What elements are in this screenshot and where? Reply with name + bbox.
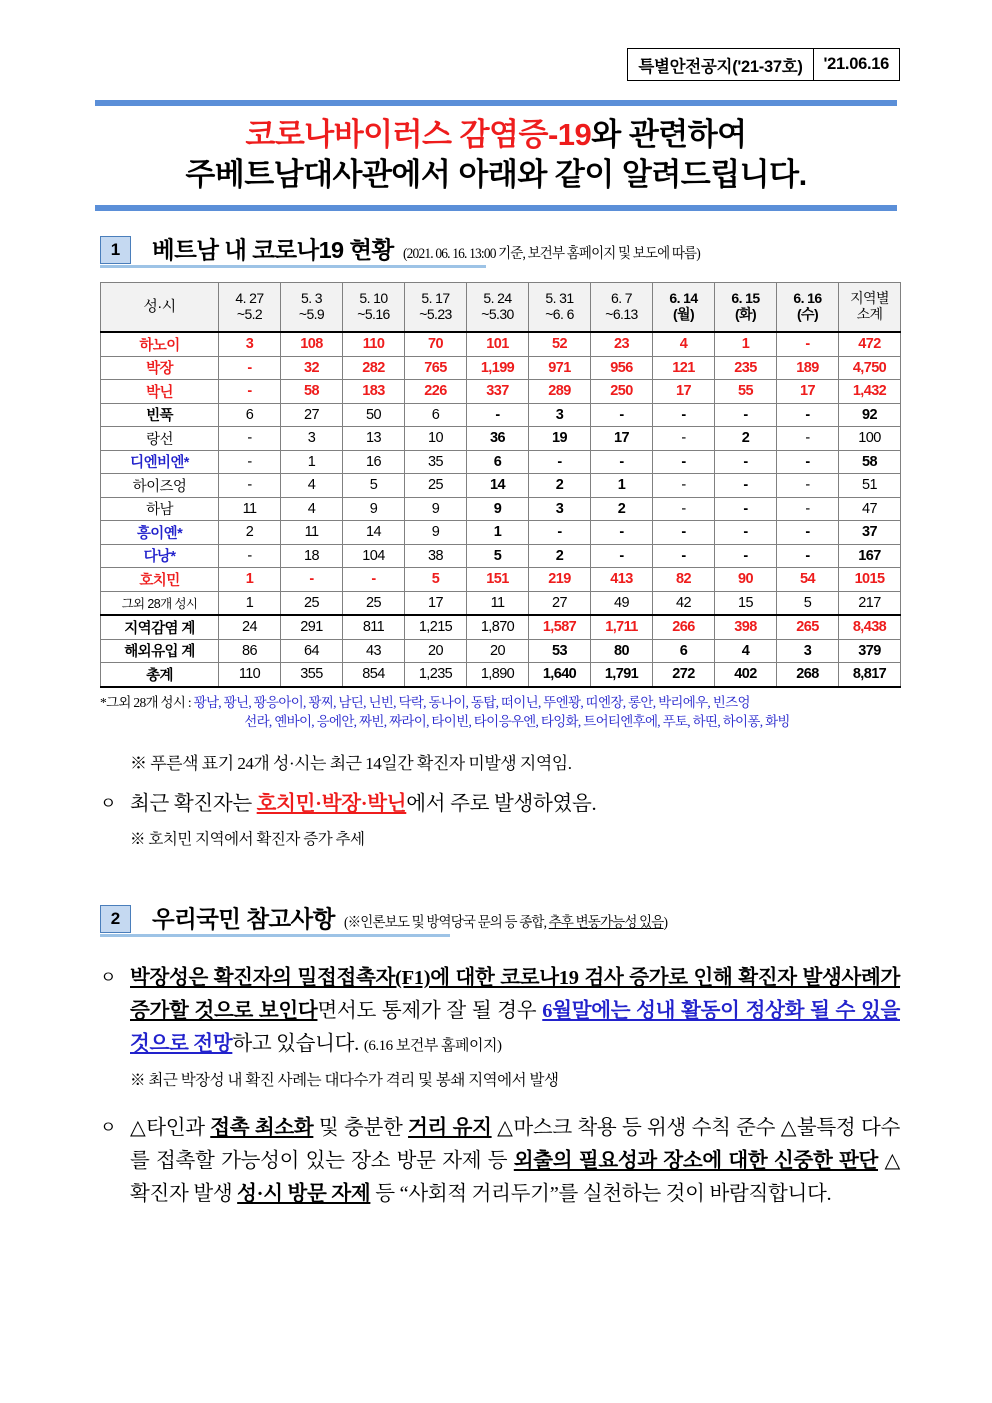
cell: 20 <box>405 639 467 663</box>
covid-statistics-table <box>100 282 901 688</box>
bullet-guidance-text <box>130 1112 900 1212</box>
guidance-u2: 거리 유지 <box>408 1116 492 1139</box>
guidance-u4: 성·시 방문 자제 <box>237 1183 371 1206</box>
cell: 1 <box>219 568 281 592</box>
cell: 291 <box>281 615 343 639</box>
cell: - <box>777 450 839 474</box>
cell: - <box>777 497 839 521</box>
guidance-s1: △타인과 <box>130 1116 211 1139</box>
row-label: 해외유입 계 <box>101 639 219 663</box>
bullet-bacgiang-subnote: ※ 최근 박장성 내 확진 사례는 대다수가 격리 및 봉쇄 지역에서 발생 <box>130 1071 559 1089</box>
cell: 110 <box>219 663 281 687</box>
title-rule-bottom <box>95 205 897 211</box>
cell: 1,640 <box>529 663 591 687</box>
cell: - <box>219 474 281 498</box>
cell-total: 51 <box>839 474 901 498</box>
cell: 16 <box>343 450 405 474</box>
section-1-title: 베트남 내 코로나19 현황 <box>152 237 394 263</box>
cell: 35 <box>405 450 467 474</box>
cell: 10 <box>405 427 467 451</box>
cell-total: 100 <box>839 427 901 451</box>
bullet-bacgiang-seg2: 면서도 통제가 잘 될 경우 <box>317 1000 543 1023</box>
row-label: 하남 <box>101 497 219 521</box>
cell: 17 <box>591 427 653 451</box>
cell: 121 <box>653 356 715 380</box>
cell: 3 <box>529 403 591 427</box>
guidance-s5: 등 “사회적 거리두기”를 실천하는 것이 바람직합니다. <box>370 1183 832 1206</box>
cell: 108 <box>281 332 343 356</box>
cell: 1,199 <box>467 356 529 380</box>
cell: 2 <box>715 427 777 451</box>
cell: - <box>219 380 281 404</box>
section-1-note: (2021. 06. 16. 13:00 기준, 보건부 홈페이지 및 보도에 따름) <box>402 246 700 262</box>
cell: 272 <box>653 663 715 687</box>
table-row <box>101 544 901 568</box>
bullet-marker: ㅇ <box>100 793 117 813</box>
cell: - <box>715 403 777 427</box>
cell: 3 <box>777 639 839 663</box>
col-header-period-8: 6. 14 (월) <box>653 283 715 333</box>
col-header-period-7: 6. 7 ~6.13 <box>591 283 653 333</box>
cell: 265 <box>777 615 839 639</box>
cell: 50 <box>343 403 405 427</box>
cell: 3 <box>529 497 591 521</box>
table-body <box>101 332 901 687</box>
cell: - <box>777 332 839 356</box>
cell: - <box>281 568 343 592</box>
cell: - <box>715 521 777 545</box>
cell: - <box>219 356 281 380</box>
bullet-bacgiang <box>100 962 900 1062</box>
cell: 20 <box>467 639 529 663</box>
cell: 27 <box>281 403 343 427</box>
cell: 9 <box>405 497 467 521</box>
cell: 15 <box>715 591 777 615</box>
cell: 58 <box>281 380 343 404</box>
bullet-bacgiang-seg1: 박장성은 확진자의 밀접접촉자(F1)에 대한 코로나19 검사 증가로 인해 확진자 발생사례가 증가할 것으로 보인다 <box>130 967 900 1023</box>
cell-total: 8,438 <box>839 615 901 639</box>
cell: 219 <box>529 568 591 592</box>
cell: 4 <box>653 332 715 356</box>
cell: - <box>591 521 653 545</box>
page-title <box>95 106 897 201</box>
bullet-bacgiang-seg4: 하고 있습니다. <box>232 1033 364 1056</box>
cell: - <box>715 544 777 568</box>
stamp-label: 특별안전공지('21-37호) <box>628 49 813 80</box>
table-row <box>101 380 901 404</box>
cell: 413 <box>591 568 653 592</box>
cell: - <box>591 403 653 427</box>
title-line-1-red: 코로나바이러스 감염증-19 <box>245 117 592 152</box>
stamp-date: '21.06.16 <box>823 55 889 73</box>
table-row <box>101 403 901 427</box>
cell: 1 <box>591 474 653 498</box>
row-label: 디엔비엔* <box>101 450 219 474</box>
bullet-guidance <box>100 1112 900 1212</box>
cell: 17 <box>405 591 467 615</box>
cell: - <box>777 544 839 568</box>
table-header-row <box>101 283 901 333</box>
cell: 9 <box>405 521 467 545</box>
col-header-period-1: 4. 27 ~5.2 <box>219 283 281 333</box>
cell: 1,235 <box>405 663 467 687</box>
table-row <box>101 427 901 451</box>
section-2-note-pre: (※인론보도 및 방역당국 문의 등 종합, <box>343 915 549 931</box>
cell: 9 <box>343 497 405 521</box>
cell: 55 <box>715 380 777 404</box>
cell: 183 <box>343 380 405 404</box>
cell-total: 8,817 <box>839 663 901 687</box>
cell: 36 <box>467 427 529 451</box>
cell-total: 1,432 <box>839 380 901 404</box>
bullet-bacgiang-text <box>130 962 900 1062</box>
cell: 1,890 <box>467 663 529 687</box>
section-1-number: 1 <box>100 236 131 264</box>
cell: - <box>529 521 591 545</box>
cell: 42 <box>653 591 715 615</box>
table-row <box>101 521 901 545</box>
cell: 3 <box>219 332 281 356</box>
bullet-recent-cases <box>100 788 900 821</box>
guidance-s2: 및 충분한 <box>313 1116 409 1139</box>
cell: 4 <box>715 639 777 663</box>
section-2-body <box>100 962 900 1211</box>
section-1-underline <box>100 265 486 268</box>
cell-total: 4,750 <box>839 356 901 380</box>
cell: 282 <box>343 356 405 380</box>
bullet1-pre: 최근 확진자는 <box>130 792 257 815</box>
cell: - <box>591 544 653 568</box>
cell: - <box>653 450 715 474</box>
cell: 23 <box>591 332 653 356</box>
bullet1-post: 에서 주로 발생하였음. <box>406 792 597 815</box>
cell: - <box>715 497 777 521</box>
guidance-u1: 접촉 최소화 <box>210 1116 314 1139</box>
section-2-note-underline: 추후 변동가능성 있음 <box>548 915 664 931</box>
cell: 5 <box>405 568 467 592</box>
title-line-1-black: 와 관련하여 <box>591 117 747 152</box>
row-label: 지역감염 계 <box>101 615 219 639</box>
cell: 11 <box>467 591 529 615</box>
cell-total: 217 <box>839 591 901 615</box>
cell: 19 <box>529 427 591 451</box>
cell: - <box>219 427 281 451</box>
blue-marking-note: ※ 푸른색 표기 24개 성·시는 최근 14일간 확진자 미발생 지역임. <box>130 753 572 773</box>
cell: 266 <box>653 615 715 639</box>
table-head <box>101 283 901 333</box>
cell: 268 <box>777 663 839 687</box>
cell: - <box>777 403 839 427</box>
document-stamp <box>627 48 900 81</box>
cell: - <box>653 544 715 568</box>
cell: 337 <box>467 380 529 404</box>
cell: 110 <box>343 332 405 356</box>
cell: 104 <box>343 544 405 568</box>
section-2-note <box>344 911 667 932</box>
row-label: 호치민 <box>101 568 219 592</box>
table-summary-row <box>101 639 901 663</box>
col-header-period-2: 5. 3 ~5.9 <box>281 283 343 333</box>
cell: 235 <box>715 356 777 380</box>
table-row <box>101 568 901 592</box>
col-header-period-6: 5. 31 ~6. 6 <box>529 283 591 333</box>
bullet-recent-cases-text <box>130 788 900 821</box>
cell: 17 <box>777 380 839 404</box>
cell: 226 <box>405 380 467 404</box>
row-label: 흥이옌* <box>101 521 219 545</box>
row-label: 총계 <box>101 663 219 687</box>
document-title-block <box>95 100 897 211</box>
table-row <box>101 474 901 498</box>
cell: 11 <box>281 521 343 545</box>
col-header-period-3: 5. 10 ~5.16 <box>343 283 405 333</box>
section-2-number: 2 <box>100 905 131 933</box>
cell: 1 <box>467 521 529 545</box>
cell: 32 <box>281 356 343 380</box>
cell: 6 <box>467 450 529 474</box>
cell: 402 <box>715 663 777 687</box>
cell: 2 <box>591 497 653 521</box>
cell-total: 47 <box>839 497 901 521</box>
cell: - <box>219 544 281 568</box>
cell: 1 <box>219 591 281 615</box>
cell: 1,870 <box>467 615 529 639</box>
cell: 854 <box>343 663 405 687</box>
cell: 14 <box>343 521 405 545</box>
bullet-bacgiang-seg3: 6월말에는 성내 활동이 정상화 될 수 있을 것으로 전망 <box>130 1000 900 1056</box>
section-2-note-post: ) <box>663 915 667 931</box>
section-2-title: 우리국민 참고사항 <box>152 906 335 932</box>
cell: 18 <box>281 544 343 568</box>
cell: 3 <box>281 427 343 451</box>
cell: - <box>529 450 591 474</box>
title-line-1 <box>95 115 897 155</box>
cell: - <box>653 403 715 427</box>
cell: 80 <box>591 639 653 663</box>
cell: 956 <box>591 356 653 380</box>
cell: - <box>591 450 653 474</box>
table-summary-row <box>101 663 901 687</box>
cell: 4 <box>281 497 343 521</box>
cell: 49 <box>591 591 653 615</box>
cell: - <box>653 474 715 498</box>
cell-total: 92 <box>839 403 901 427</box>
cell-total: 472 <box>839 332 901 356</box>
table-summary-row <box>101 615 901 639</box>
footnote-line-1: 꽝남, 꽝닌, 꽝응아이, 꽝찌, 남딘, 닌빈, 닥락, 동나이, 동탑, 떠이닌, 뚜엔꽝, 띠엔장, 롱안, 박리에우, 빈즈엉 <box>193 694 750 710</box>
section-2-header <box>100 897 900 937</box>
cell: 11 <box>219 497 281 521</box>
row-label: 랑선 <box>101 427 219 451</box>
cell: 5 <box>343 474 405 498</box>
section-1-header <box>100 228 900 268</box>
cell: 971 <box>529 356 591 380</box>
table-row <box>101 450 901 474</box>
cell: 355 <box>281 663 343 687</box>
table-row <box>101 332 901 356</box>
cell: - <box>777 427 839 451</box>
cell: - <box>653 521 715 545</box>
cell: 14 <box>467 474 529 498</box>
col-header-period-9: 6. 15 (화) <box>715 283 777 333</box>
cell: 1,791 <box>591 663 653 687</box>
row-label: 빈푹 <box>101 403 219 427</box>
cell: 24 <box>219 615 281 639</box>
section-2-underline <box>100 934 450 937</box>
bullet-bacgiang-source: (6.16 보건부 홈페이지) <box>363 1038 502 1055</box>
cell: 9 <box>467 497 529 521</box>
cell-total: 1015 <box>839 568 901 592</box>
col-header-period-4: 5. 17 ~5.23 <box>405 283 467 333</box>
cell: 2 <box>529 544 591 568</box>
cell: - <box>343 568 405 592</box>
cell: - <box>219 450 281 474</box>
cell: 82 <box>653 568 715 592</box>
footnote-line-2: 선라, 옌바이, 응에안, 짜빈, 짜라이, 타이빈, 타이응우엔, 타잉화, 트어티엔후에, 푸토, 하띤, 하이퐁, 화빙 <box>244 714 790 730</box>
cell: 90 <box>715 568 777 592</box>
cell-total: 167 <box>839 544 901 568</box>
cell: 151 <box>467 568 529 592</box>
cell: 5 <box>467 544 529 568</box>
cell: 2 <box>529 474 591 498</box>
cell: 811 <box>343 615 405 639</box>
row-label: 박장 <box>101 356 219 380</box>
cell: - <box>715 474 777 498</box>
row-label: 박닌 <box>101 380 219 404</box>
col-header-period-5: 5. 24 ~5.30 <box>467 283 529 333</box>
row-label: 다낭* <box>101 544 219 568</box>
cell: 4 <box>281 474 343 498</box>
covid-table-wrap <box>100 282 900 849</box>
cell: 17 <box>653 380 715 404</box>
cell: 52 <box>529 332 591 356</box>
guidance-u3: 외출의 필요성과 장소에 대한 신중한 판단 <box>513 1149 878 1172</box>
cell: 86 <box>219 639 281 663</box>
cell: 70 <box>405 332 467 356</box>
cell: 1,215 <box>405 615 467 639</box>
cell: 43 <box>343 639 405 663</box>
cell: - <box>777 521 839 545</box>
cell: 1 <box>281 450 343 474</box>
cell: 25 <box>405 474 467 498</box>
cell: 1 <box>715 332 777 356</box>
cell: 101 <box>467 332 529 356</box>
cell: - <box>653 427 715 451</box>
cell: 765 <box>405 356 467 380</box>
cell: 6 <box>405 403 467 427</box>
cell: 1,711 <box>591 615 653 639</box>
cell: 53 <box>529 639 591 663</box>
row-label: 그외 28개 성시 <box>101 591 219 615</box>
cell: 64 <box>281 639 343 663</box>
cell: - <box>467 403 529 427</box>
row-label: 하노이 <box>101 332 219 356</box>
guidance-s4: △ 확진자 발생 <box>130 1149 900 1206</box>
cell-total: 58 <box>839 450 901 474</box>
table-row <box>101 497 901 521</box>
bullet-recent-cases-subnote: ※ 호치민 지역에서 확진자 증가 추세 <box>130 830 365 848</box>
cell: 2 <box>219 521 281 545</box>
cell: 6 <box>653 639 715 663</box>
section-1 <box>100 228 900 268</box>
cell: 13 <box>343 427 405 451</box>
cell: 38 <box>405 544 467 568</box>
cell: 25 <box>343 591 405 615</box>
cell: 27 <box>529 591 591 615</box>
cell: 1,587 <box>529 615 591 639</box>
col-header-name: 성·시 <box>101 283 219 333</box>
cell: - <box>777 474 839 498</box>
row-label: 하이즈엉 <box>101 474 219 498</box>
cell: 289 <box>529 380 591 404</box>
cell-total: 37 <box>839 521 901 545</box>
col-header-period-10: 6. 16 (수) <box>777 283 839 333</box>
footnote-prefix: *그외 28개 성시 : <box>100 694 194 710</box>
table-row <box>101 591 901 615</box>
cell: 189 <box>777 356 839 380</box>
cell: 25 <box>281 591 343 615</box>
bullet-marker: ㅇ <box>100 1117 117 1137</box>
col-header-total: 지역별 소계 <box>839 283 901 333</box>
cell: 250 <box>591 380 653 404</box>
table-row <box>101 356 901 380</box>
cell: 6 <box>219 403 281 427</box>
cell: 54 <box>777 568 839 592</box>
title-line-2: 주베트남대사관에서 아래와 같이 알려드립니다. <box>185 156 807 192</box>
section-2 <box>100 897 900 937</box>
guidance-s3: △마스크 착용 등 위생 수칙 준수 △불특정 다수를 접촉할 가능성이 있는 장소 방문 자제 등 <box>130 1116 900 1172</box>
cell: 5 <box>777 591 839 615</box>
table-footnote <box>100 693 900 732</box>
cell: - <box>715 450 777 474</box>
bullet-marker: ㅇ <box>100 968 117 987</box>
bullet1-highlight: 호치민·박장·박닌 <box>256 792 407 815</box>
cell: 398 <box>715 615 777 639</box>
cell: - <box>653 497 715 521</box>
cell-total: 379 <box>839 639 901 663</box>
